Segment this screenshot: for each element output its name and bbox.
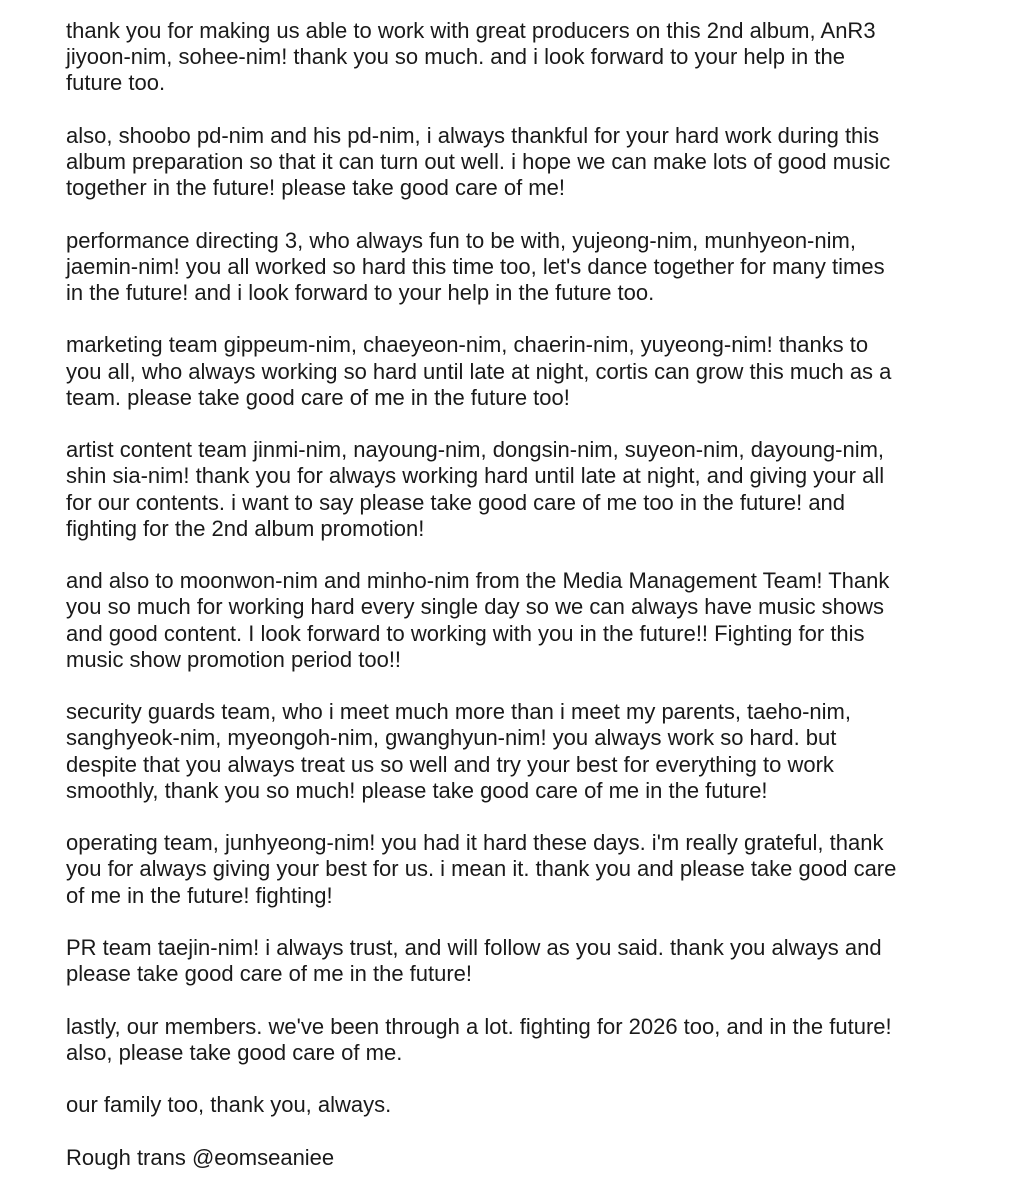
text-line: shin sia-nim! thank you for always working hard until late at night, and giving your all	[66, 463, 885, 489]
text-line: you all, who always working so hard until late at night, cortis can grow this much as a	[66, 358, 892, 384]
text-line: performance directing 3, who always fun to be with, yujeong-nim, munhyeon-nim,	[66, 227, 856, 253]
paragraph-spacer	[66, 411, 986, 437]
text-line: sanghyeok-nim, myeongoh-nim, gwanghyun-nim! you always work so hard. but	[66, 725, 837, 751]
paragraph-spacer	[66, 909, 986, 935]
text-line: despite that you always treat us so well and try your best for everything to work	[66, 751, 834, 777]
text-line: future too.	[66, 70, 166, 96]
text-line: for our contents. i want to say please take good care of me too in the future! and	[66, 489, 846, 515]
text-line: you for always giving your best for us. i mean it. thank you and please take good care	[66, 856, 897, 882]
paragraph-media-management-team	[66, 568, 986, 673]
text-line: our family too, thank you, always.	[66, 1092, 392, 1118]
paragraph-operating-team	[66, 830, 986, 909]
paragraph-spacer	[66, 987, 986, 1013]
paragraph-spacer	[66, 1118, 986, 1144]
paragraph-members	[66, 1014, 986, 1066]
paragraph-artist-content-team	[66, 437, 986, 542]
text-line: jaemin-nim! you all worked so hard this time too, let's dance together for many times	[66, 253, 885, 279]
paragraph-security-guards-team	[66, 699, 986, 804]
paragraph-spacer	[66, 1066, 986, 1092]
paragraph-pr-team	[66, 935, 986, 987]
paragraph-spacer	[66, 804, 986, 830]
text-line: team. please take good care of me in the future too!	[66, 384, 570, 410]
paragraph-spacer	[66, 97, 986, 123]
text-line: artist content team jinmi-nim, nayoung-nim, dongsin-nim, suyeon-nim, dayoung-nim,	[66, 437, 885, 463]
paragraph-spacer	[66, 306, 986, 332]
text-line: and good content. I look forward to working with you in the future!! Fighting for this	[66, 620, 865, 646]
text-line: marketing team gippeum-nim, chaeyeon-nim, chaerin-nim, yuyeong-nim! thanks to	[66, 332, 869, 358]
text-line: together in the future! please take good care of me!	[66, 175, 565, 201]
paragraph-marketing-team	[66, 332, 986, 411]
text-line: fighting for the 2nd album promotion!	[66, 515, 425, 541]
text-line: in the future! and i look forward to your help in the future too.	[66, 280, 655, 305]
paragraph-spacer	[66, 673, 986, 699]
text-line: of me in the future! fighting!	[66, 882, 333, 908]
paragraph-performance-directing	[66, 228, 986, 307]
paragraph-anr3	[66, 18, 986, 97]
text-line: lastly, our members. we've been through a lot. fighting for 2026 too, and in the future!	[66, 1013, 892, 1039]
text-line: PR team taejin-nim! i always trust, and will follow as you said. thank you always and	[66, 934, 882, 960]
text-line: you so much for working hard every single day so we can always have music shows	[66, 594, 885, 620]
text-line: album preparation so that it can turn out well. i hope we can make lots of good music	[66, 149, 891, 174]
text-line: music show promotion period too!!	[66, 646, 402, 672]
text-line: and also to moonwon-nim and minho-nim from the Media Management Team! Thank	[66, 568, 890, 594]
text-line: operating team, junhyeong-nim! you had it hard these days. i'm really grateful, thank	[66, 830, 884, 856]
text-line: smoothly, thank you so much! please take good care of me in the future!	[66, 777, 768, 803]
text-line: also, shoobo pd-nim and his pd-nim, i always thankful for your hard work during this	[66, 122, 880, 148]
paragraph-spacer	[66, 201, 986, 227]
text-line: please take good care of me in the future!	[66, 961, 473, 987]
text-line: jiyoon-nim, sohee-nim! thank you so much. and i look forward to your help in the	[66, 44, 845, 70]
text-line: security guards team, who i meet much more than i meet my parents, taeho-nim,	[66, 699, 851, 725]
translator-credit	[66, 1145, 986, 1171]
text-line: thank you for making us able to work with great producers on this 2nd album, AnR3	[66, 18, 876, 43]
paragraph-spacer	[66, 542, 986, 568]
text-line: Rough trans @eomseaniee	[66, 1144, 335, 1170]
paragraph-family	[66, 1092, 986, 1118]
paragraph-pd	[66, 123, 986, 202]
text-line: also, please take good care of me.	[66, 1039, 403, 1065]
letter-document	[66, 18, 986, 1171]
